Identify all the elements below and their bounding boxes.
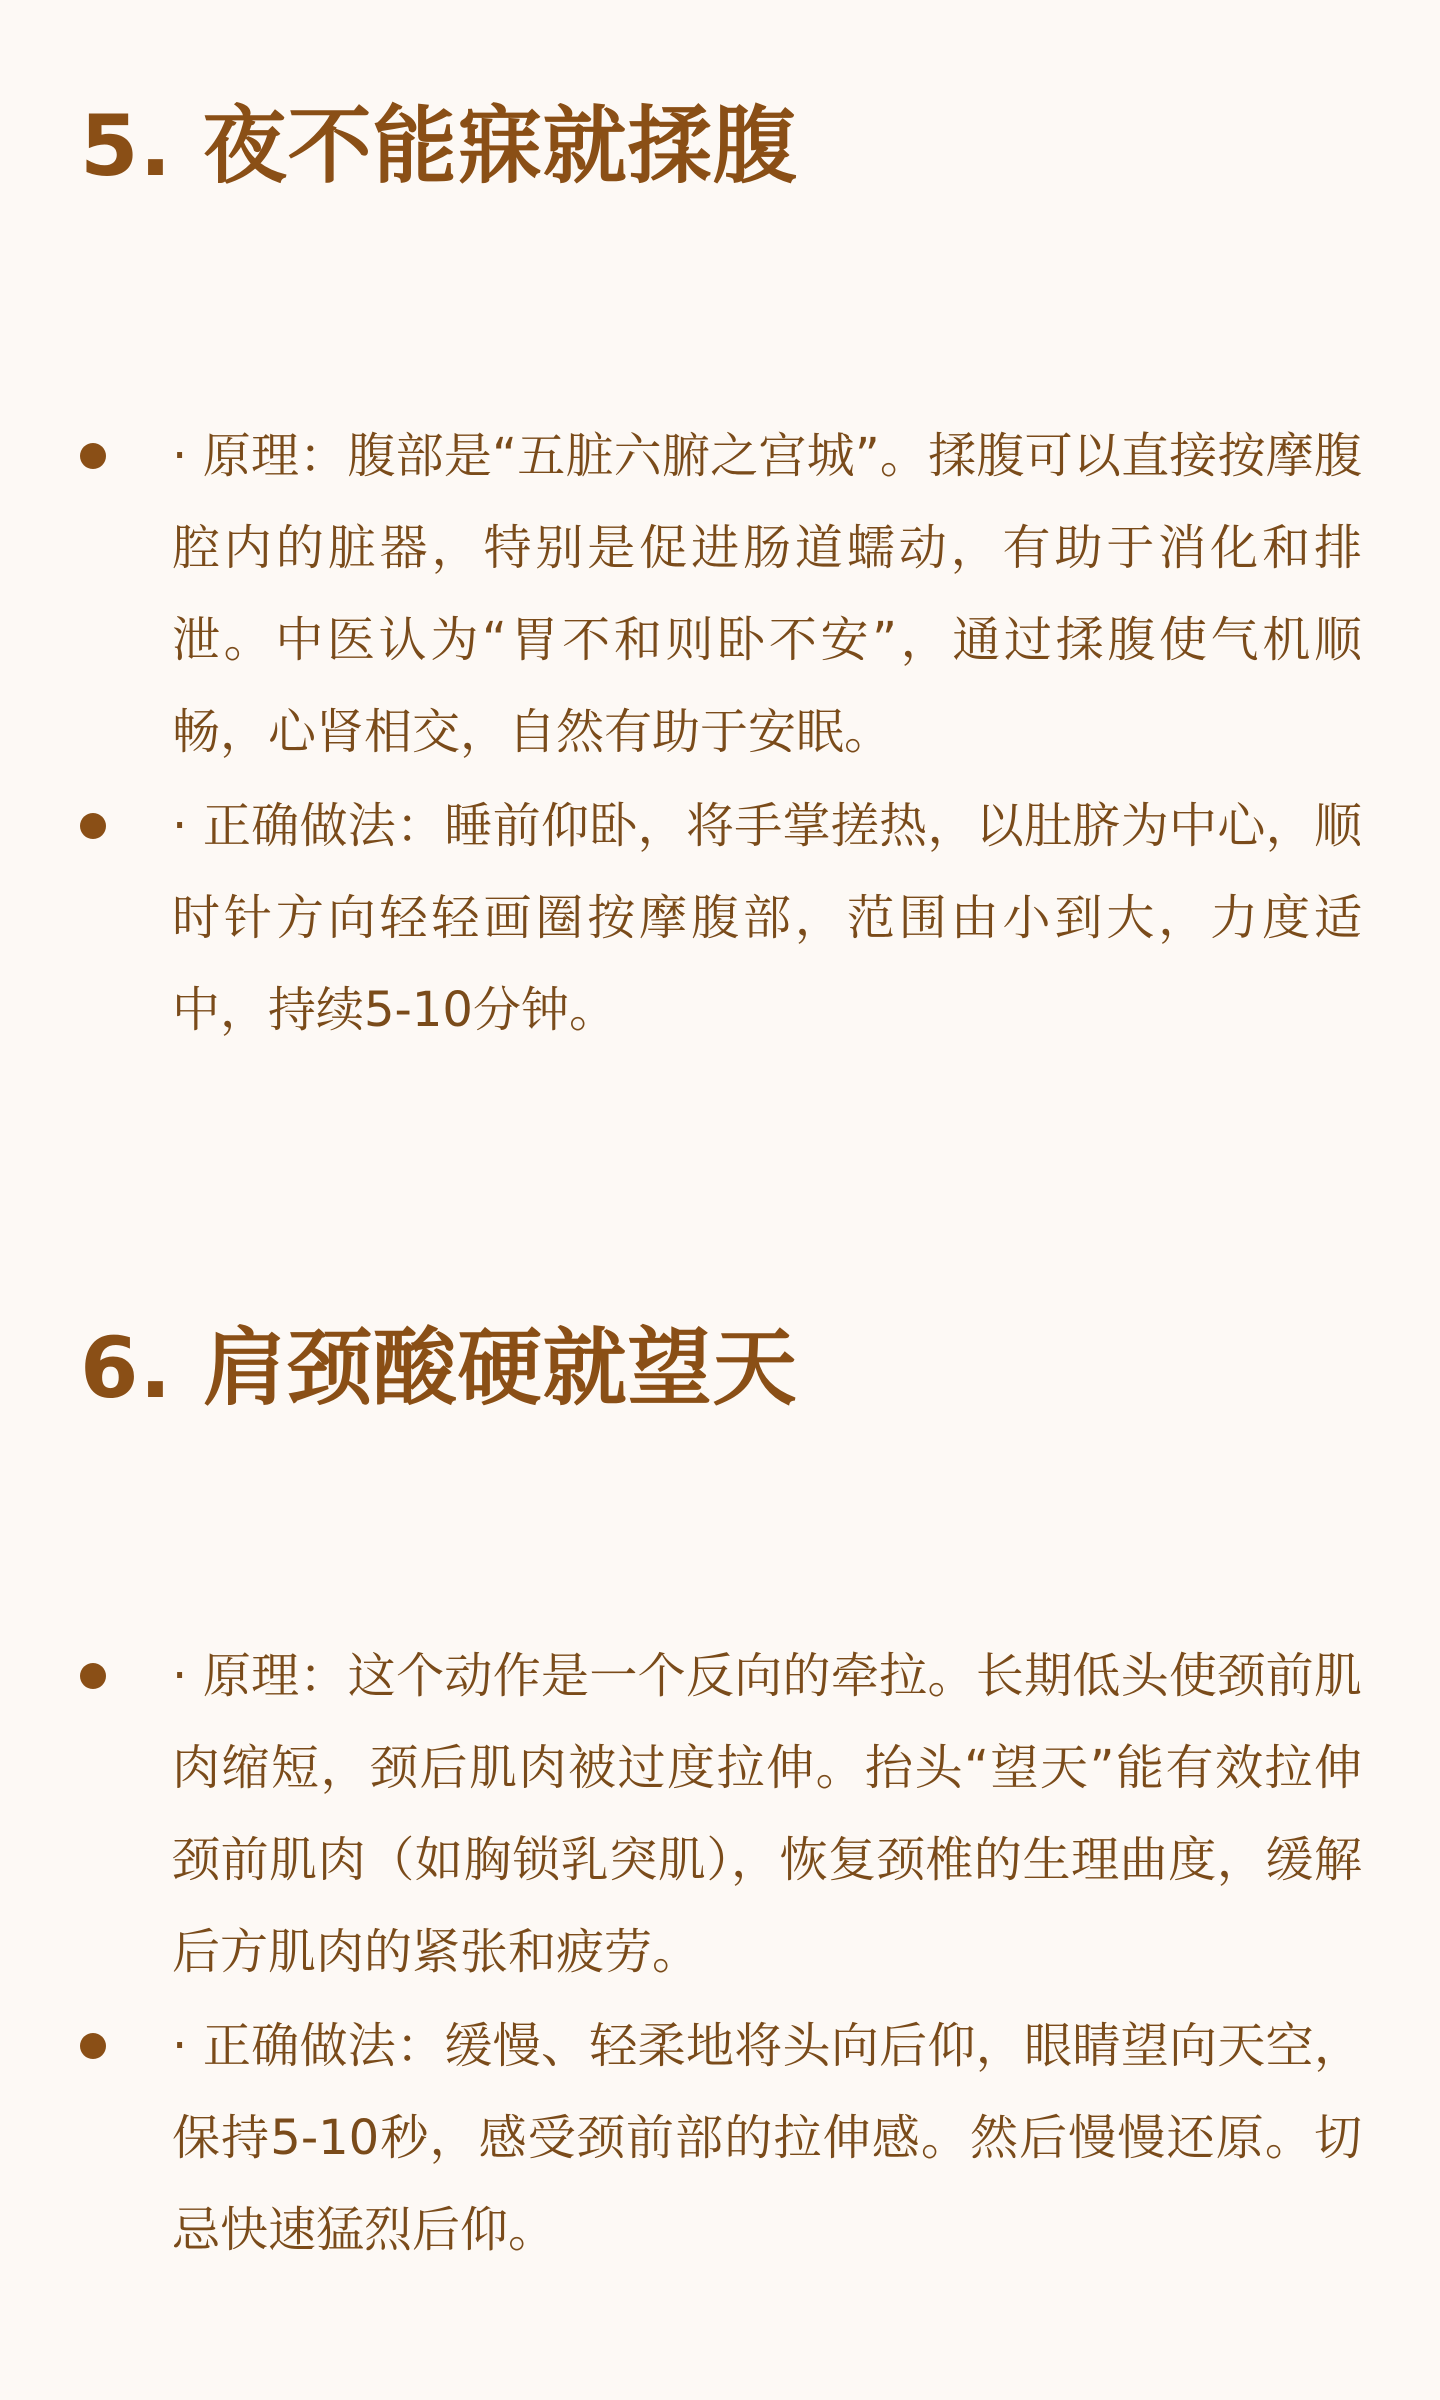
list-item-text: · 正确做法：睡前仰卧，将手掌搓热，以肚脐为中心，顺时针方向轻轻画圈按摩腹部，范围由小到大，力度适中，持续5-10分钟。 [172, 798, 1362, 1038]
bullet-dot-icon [80, 2033, 106, 2059]
bullet-dot-icon [80, 443, 106, 469]
section-heading: 6. 肩颈酸硬就望天 [80, 1319, 798, 1417]
section-heading: 5. 夜不能寐就揉腹 [80, 97, 798, 195]
bullet-dot-icon [80, 813, 106, 839]
list-item-text: · 原理：腹部是“五脏六腑之宫城”。揉腹可以直接按摩腹腔内的脏器，特别是促进肠道蠕动，有助于消化和排泄。中医认为“胃不和则卧不安”，通过揉腹使气机顺畅，心肾相交，自然有助于安眠。 [172, 428, 1362, 760]
list-item-text: · 正确做法：缓慢、轻柔地将头向后仰，眼睛望向天空，保持5-10秒，感受颈前部的拉伸感。然后慢慢还原。切忌快速猛烈后仰。 [172, 2018, 1362, 2258]
list-item-text: · 原理：这个动作是一个反向的牵拉。长期低头使颈前肌肉缩短，颈后肌肉被过度拉伸。抬头“望天”能有效拉伸颈前肌肉（如胸锁乳突肌），恢复颈椎的生理曲度，缓解后方肌肉的紧张和疲劳。 [172, 1648, 1362, 1980]
bullet-dot-icon [80, 1663, 106, 1689]
